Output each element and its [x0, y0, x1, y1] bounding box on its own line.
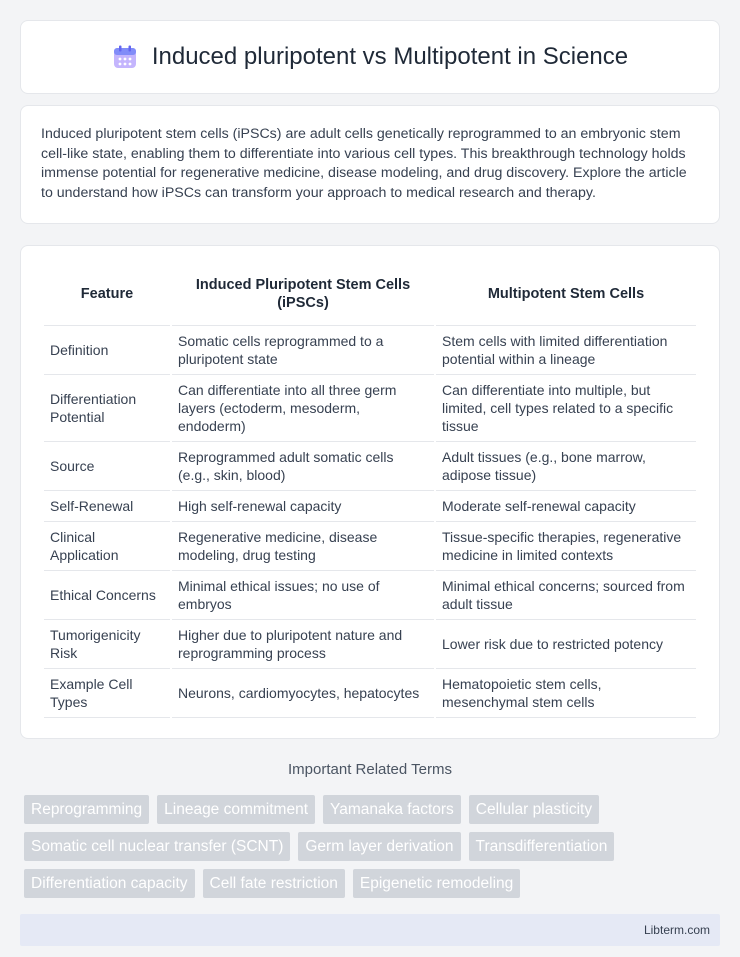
header-ipsc: Induced Pluripotent Stem Cells (iPSCs)	[172, 264, 434, 326]
row-feature: Example Cell Types	[44, 669, 170, 718]
row-ipsc: Regenerative medicine, disease modeling, drug testing	[172, 522, 434, 571]
table-header-row	[44, 264, 696, 326]
row-ipsc: Minimal ethical issues; no use of embryos	[172, 571, 434, 620]
term-tag[interactable]: Lineage commitment	[157, 795, 315, 824]
term-tag[interactable]: Reprogramming	[24, 795, 149, 824]
calendar-icon	[112, 44, 138, 70]
row-multipotent: Adult tissues (e.g., bone marrow, adipose tissue)	[436, 442, 696, 491]
header-multipotent: Multipotent Stem Cells	[436, 264, 696, 326]
term-tag[interactable]: Epigenetic remodeling	[353, 869, 520, 898]
header-feature: Feature	[44, 264, 170, 326]
row-feature: Clinical Application	[44, 522, 170, 571]
footer	[20, 914, 720, 946]
table-row	[44, 491, 696, 522]
term-tag[interactable]: Cell fate restriction	[203, 869, 345, 898]
page-title: Induced pluripotent vs Multipotent in Science	[151, 43, 629, 70]
term-tag[interactable]: Yamanaka factors	[323, 795, 461, 824]
related-terms-title: Important Related Terms	[288, 761, 452, 778]
row-ipsc: Reprogrammed adult somatic cells (e.g., skin, blood)	[172, 442, 434, 491]
row-ipsc: Can differentiate into all three germ layers (ectoderm, mesoderm, endoderm)	[172, 375, 434, 442]
row-multipotent: Tissue-specific therapies, regenerative medicine in limited contexts	[436, 522, 696, 571]
row-feature: Source	[44, 442, 170, 491]
row-feature: Self-Renewal	[44, 491, 170, 522]
row-feature: Definition	[44, 326, 170, 375]
row-ipsc: Higher due to pluripotent nature and reprogramming process	[172, 620, 434, 669]
footer-brand-link[interactable]: Libterm.com	[643, 923, 710, 937]
row-multipotent: Can differentiate into multiple, but limited, cell types related to a specific tissue	[436, 375, 696, 442]
table-row	[44, 442, 696, 491]
title-card	[20, 20, 720, 94]
row-multipotent: Stem cells with limited differentiation potential within a lineage	[436, 326, 696, 375]
intro-text: Induced pluripotent stem cells (iPSCs) are adult cells genetically reprogrammed to an embryonic stem cell-like state, enabling them to differentiate into various cell types. This breakthrough technology holds immense potential for regenerative medicine, disease modeling, and drug discovery. Explore the article to understand how iPSCs can transform your approach to medical research and therapy.	[41, 126, 687, 201]
table-row	[44, 571, 696, 620]
table-row	[44, 620, 696, 669]
row-multipotent: Lower risk due to restricted potency	[436, 620, 696, 669]
comparison-card	[20, 245, 720, 739]
intro-card	[20, 105, 720, 224]
table-row	[44, 522, 696, 571]
related-terms-list	[20, 795, 720, 898]
row-ipsc: Somatic cells reprogrammed to a pluripotent state	[172, 326, 434, 375]
term-tag[interactable]: Cellular plasticity	[469, 795, 599, 824]
row-multipotent: Minimal ethical concerns; sourced from adult tissue	[436, 571, 696, 620]
table-row	[44, 669, 696, 718]
term-tag[interactable]: Germ layer derivation	[298, 832, 460, 861]
row-feature: Differentiation Potential	[44, 375, 170, 442]
term-tag[interactable]: Somatic cell nuclear transfer (SCNT)	[24, 832, 290, 861]
table-row	[44, 326, 696, 375]
row-ipsc: High self-renewal capacity	[172, 491, 434, 522]
row-feature: Ethical Concerns	[44, 571, 170, 620]
row-multipotent: Hematopoietic stem cells, mesenchymal stem cells	[436, 669, 696, 718]
term-tag[interactable]: Transdifferentiation	[469, 832, 615, 861]
row-ipsc: Neurons, cardiomyocytes, hepatocytes	[172, 669, 434, 718]
term-tag[interactable]: Differentiation capacity	[24, 869, 195, 898]
row-feature: Tumorigenicity Risk	[44, 620, 170, 669]
comparison-table	[42, 264, 698, 718]
table-row	[44, 375, 696, 442]
row-multipotent: Moderate self-renewal capacity	[436, 491, 696, 522]
